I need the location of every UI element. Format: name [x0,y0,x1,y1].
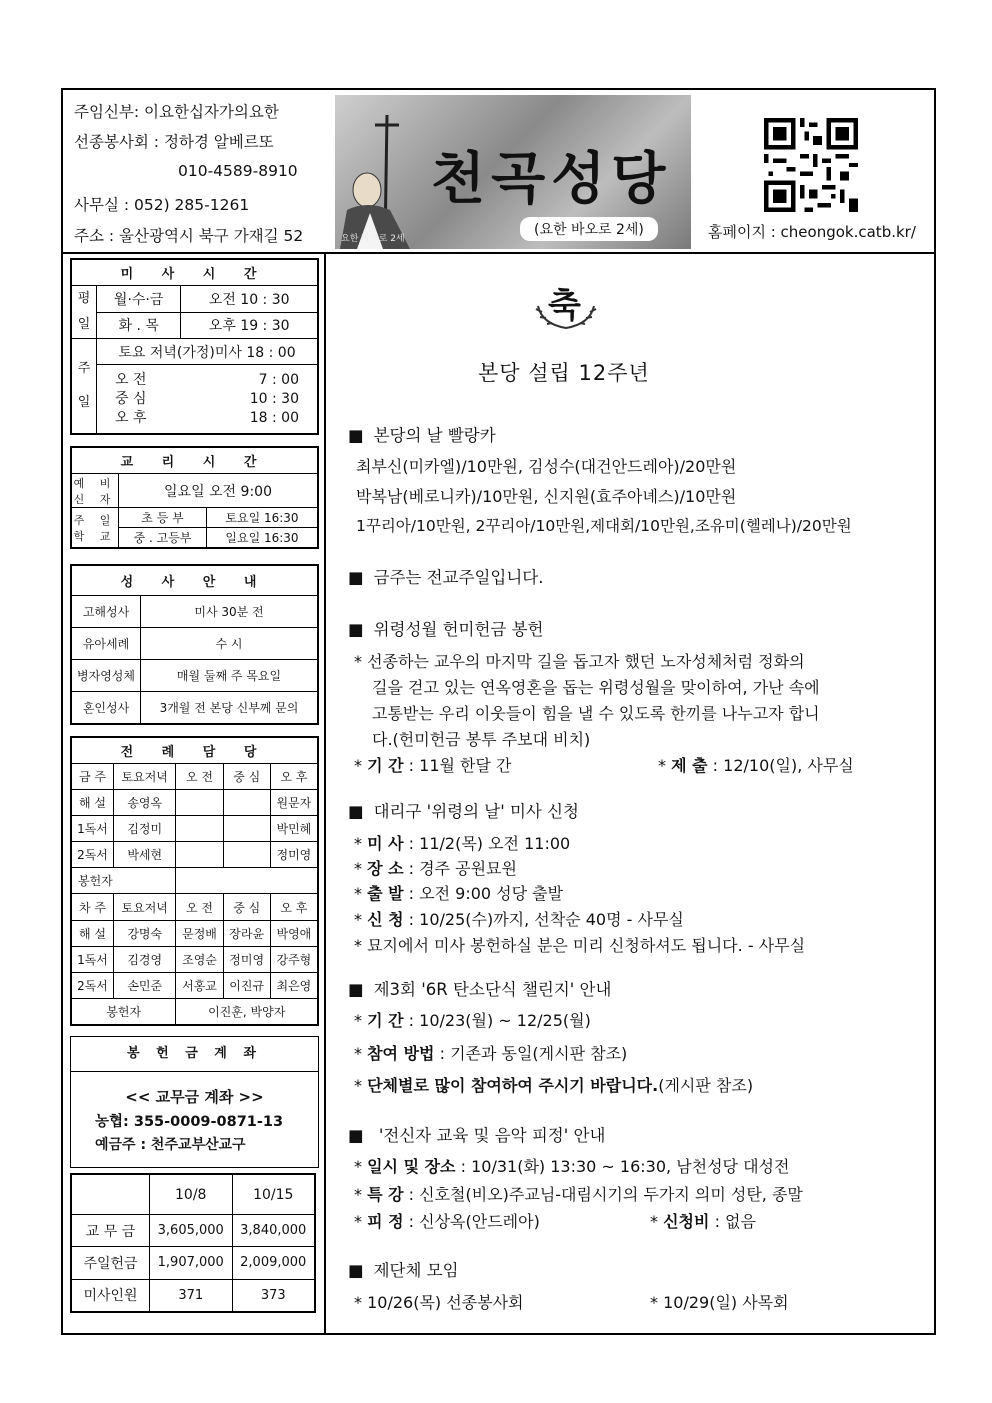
finance-header: 10/15 [232,1175,315,1215]
submit-info: * 제 출 : 12/10(일), 사무실 [658,756,854,775]
finance-header [72,1175,150,1215]
qr-code-icon[interactable] [764,118,858,212]
role-label: 2독서 [72,972,114,998]
offertory-names: 이진훈, 박양자 [176,998,318,1024]
prebaptism-time: 일요일 오전 9:00 [119,474,318,508]
sunday-label: 주 일 [72,339,97,434]
item-line: * 신 청 : 10/25(수)까지, 선착순 40명 - 사무실 [354,910,684,929]
anniversary-title: 본당 설립 12주년 [478,361,650,385]
minister-name: 박민혜 [270,816,317,842]
minister-name: 원문자 [270,790,317,816]
section-title: ■ 위령성월 헌미헌금 봉헌 [348,616,543,640]
item-line: * 미 사 : 11/2(목) 오전 11:00 [354,834,571,853]
minister-name [176,842,223,868]
address: 주소 : 울산광역시 북구 가재길 52 [74,227,304,245]
mass-times-title: 미 사 시 간 [72,260,318,286]
grade-time: 일요일 16:30 [206,528,317,548]
offering-account-box [70,1036,319,1168]
liturgy-header: 금 주 [72,764,114,790]
weekday-time: 오전 10 : 30 [181,286,318,313]
sacrament-name: 병자영성체 [72,660,141,692]
column-divider [324,252,326,1335]
celebration-emblem [528,276,604,332]
role-label: 1독서 [72,946,114,972]
section-title: ■ 금주는 전교주일입니다. [348,564,543,588]
section-title: ■ '전신자 교육 및 음악 피정' 안내 [348,1122,605,1146]
offertory-names [176,868,318,894]
header-divider [61,252,936,254]
celebration-char: 축 [548,286,581,326]
finance-label: 주일헌금 [72,1247,150,1279]
offering-account-title: 봉 헌 금 계 좌 [71,1037,318,1072]
item-line: * 장 소 : 경주 공원묘원 [354,859,517,878]
weekday-time: 오후 19 : 30 [181,312,318,339]
minister-name: 박영애 [270,920,317,946]
liturgy-header: 오 후 [270,894,317,920]
minister-name: 장라윤 [223,920,270,946]
finance-label: 교 무 금 [72,1215,150,1247]
finance-value: 2,009,000 [232,1247,315,1279]
liturgy-header: 토요저녁 [113,764,175,790]
offertory-label: 봉헌자 [72,868,176,894]
account-number: 농협: 355-0009-0871-13 [95,1114,284,1130]
minister-name [176,790,223,816]
section-text: 다.(헌미헌금 봉투 주보대 비치) [372,730,591,749]
finance-value: 371 [150,1279,233,1311]
minister-name: 이진규 [223,972,270,998]
item-line: * 단체별로 많이 참여하여 주시기 바랍니다.(게시판 참조) [354,1076,754,1095]
liturgy-header: 토요저녁 [113,894,175,920]
item-line: * 묘지에서 미사 봉헌하실 분은 미리 신청하셔도 됩니다. - 사무실 [354,936,806,955]
weekday-days: 월·수·금 [97,286,181,313]
role-label: 해 설 [72,790,114,816]
weekday-days: 화 . 목 [97,312,181,339]
grade-time: 토요일 16:30 [206,508,317,528]
minister-name: 정미영 [223,946,270,972]
minister-name: 조영순 [176,946,223,972]
finance-value: 3,840,000 [232,1215,315,1247]
minister-name: 강주형 [270,946,317,972]
finance-value: 373 [232,1279,315,1311]
sacrament-name: 고해성사 [72,596,141,628]
liturgy-title: 전 례 담 당 [72,738,318,764]
section-title: ■ 제3회 '6R 탄소단식 챌린지' 안내 [348,976,611,1000]
item-line: * 기 간 : 10/23(월) ~ 12/25(월) [354,1011,591,1030]
item-line: * 출 발 : 오전 9:00 성당 출발 [354,884,564,903]
minister-name: 김경영 [113,946,175,972]
retreat-info: * 피 정 : 신상옥(안드레아) [354,1212,540,1231]
sacraments-box [70,564,319,725]
liturgy-header: 차 주 [72,894,114,920]
minister-name: 송영옥 [113,790,175,816]
account-holder: 예금주 : 천주교부산교구 [95,1137,246,1153]
sacrament-name: 유아세례 [72,628,141,660]
council-phone: 010-4589-8910 [178,162,298,180]
section-text: 고통받는 우리 이웃들이 힘을 낼 수 있도록 한끼를 나누고자 합니 [372,704,820,723]
donation-line: 최부신(미카엘)/10만원, 김성수(대건안드레아)/20만원 [356,457,737,476]
minister-name: 강명숙 [113,920,175,946]
offertory-label: 봉헌자 [72,998,176,1024]
council-info: 선종봉사회 : 정하경 알베르또 [74,133,274,151]
liturgy-header: 오 후 [270,764,317,790]
period-info: * 기 간 : 11월 한달 간 [354,756,512,775]
item-line: * 특 강 : 신호철(비오)주교님-대림시기의 두가지 의미 성탄, 종말 [354,1185,803,1204]
minister-name: 최은영 [270,972,317,998]
account-heading: << 교무금 계좌 >> [125,1088,264,1106]
sacrament-name: 혼인성사 [72,692,141,724]
liturgy-header: 오 전 [176,894,223,920]
liturgy-box [70,736,319,1026]
sacrament-value: 미사 30분 전 [141,596,318,628]
section-text: 길을 걷고 있는 연옥영혼을 돕는 위령성월을 맞이하여, 가난 속에 [372,678,820,697]
liturgy-header: 중 심 [223,894,270,920]
minister-name: 서홍교 [176,972,223,998]
grade-label: 중 . 고등부 [119,528,207,548]
finance-box [70,1173,316,1313]
catechism-title: 교 리 시 간 [72,448,318,474]
meeting-item: * 10/26(목) 선종봉사회 [354,1293,524,1312]
fee-info: * 신청비 : 없음 [650,1212,756,1231]
role-label: 해 설 [72,920,114,946]
item-line: * 참여 방법 : 기존과 동일(게시판 참조) [354,1044,628,1063]
sacrament-value: 3개월 전 본당 신부께 문의 [141,692,318,724]
section-text: * 선종하는 교우의 마지막 길을 돕고자 했던 노자성체처럼 정화의 [354,652,805,671]
minister-name [176,816,223,842]
section-title: ■ 제단체 모임 [348,1257,459,1281]
minister-name [223,816,270,842]
pastor-info: 주임신부: 이요한십자가의요한 [74,103,279,121]
prebaptism-label: 예 비 신 자 [72,474,119,508]
minister-name: 정미영 [270,842,317,868]
patron-label: (요한 바오로 2세) [520,217,658,241]
sacrament-value: 수 시 [141,628,318,660]
item-line: * 일시 및 장소 : 10/31(화) 13:30 ~ 16:30, 남천성당 대성전 [354,1157,790,1176]
minister-name [223,842,270,868]
mass-times-box [70,258,319,435]
minister-name: 문정배 [176,920,223,946]
minister-name: 손민준 [113,972,175,998]
sacrament-value: 매월 둘째 주 목요일 [141,660,318,692]
sunday-masses: 오 전 7 : 00 중 심 10 : 30 오 후 18 : 00 [97,365,318,434]
finance-header: 10/8 [150,1175,233,1215]
finance-label: 미사인원 [72,1279,150,1311]
donation-line: 1꾸리아/10만원, 2꾸리아/10만원,제대회/10만원,조유미(헬레나)/20만원 [356,517,852,535]
minister-name: 박세현 [113,842,175,868]
church-name: 천곡성당 [431,146,672,212]
catechism-box [70,446,319,549]
section-title: ■ 대리구 '위령의 날' 미사 신청 [348,798,579,822]
meeting-item: * 10/29(일) 사목회 [650,1293,789,1312]
saturday-mass: 토요 저녁(가정)미사 18 : 00 [97,339,318,365]
liturgy-header: 중 심 [223,764,270,790]
sacraments-title: 성 사 안 내 [72,566,318,596]
finance-value: 3,605,000 [150,1215,233,1247]
role-label: 1독서 [72,816,114,842]
finance-value: 1,907,000 [150,1247,233,1279]
section-title: ■ 본당의 날 빨랑카 [348,422,496,446]
minister-name [223,790,270,816]
grade-label: 초 등 부 [119,508,207,528]
donation-line: 박복남(베로니카)/10만원, 신지원(효주아녜스)/10만원 [356,487,737,506]
role-label: 2독서 [72,842,114,868]
weekday-label: 평 일 [72,286,97,339]
office-phone: 사무실 : 052) 285-1261 [74,196,250,214]
church-banner [335,95,691,249]
homepage-link[interactable]: 홈페이지 : cheongok.catb.kr/ [708,223,916,241]
liturgy-header: 오 전 [176,764,223,790]
minister-name: 김정미 [113,816,175,842]
sunday-school-label: 주 일 학 교 [72,508,119,548]
photo-caption: 요한 바오로 2세 [341,234,405,244]
